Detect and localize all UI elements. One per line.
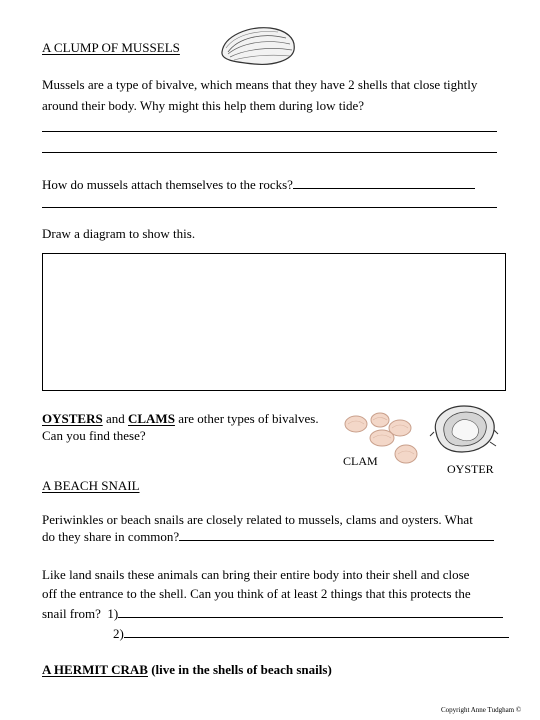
mussels-intro-line2: around their body. Why might this help them during low tide? bbox=[42, 98, 365, 113]
answer-blank[interactable] bbox=[124, 625, 509, 638]
oyster-label: OYSTER bbox=[447, 462, 494, 476]
and-text: and bbox=[105, 411, 125, 426]
clam-label: CLAM bbox=[343, 454, 378, 468]
answer-line[interactable] bbox=[42, 207, 497, 208]
crab-title: A HERMIT CRAB bbox=[42, 662, 148, 677]
answer-blank[interactable] bbox=[179, 528, 494, 541]
snail-line2 bbox=[42, 528, 494, 545]
bivalves-line bbox=[42, 411, 319, 427]
snail-p2-line2: off the entrance to the shell. Can you think of at least 2 things that this protects the bbox=[42, 586, 471, 601]
mussels-title: A CLUMP OF MUSSELS bbox=[42, 40, 180, 55]
item1-label: 1) bbox=[107, 606, 119, 621]
oysters-label: OYSTERS bbox=[42, 411, 103, 426]
mussels-question2 bbox=[42, 176, 475, 193]
item2-label: 2) bbox=[113, 626, 124, 641]
answer-line[interactable] bbox=[42, 152, 497, 153]
find-prompt: Can you find these? bbox=[42, 428, 146, 443]
crab-subtitle: (live in the shells of beach snails) bbox=[151, 662, 332, 677]
copyright-footer: Copyright Anne Tudgham © bbox=[441, 706, 522, 714]
snail-item2 bbox=[113, 625, 509, 642]
crab-heading bbox=[42, 662, 332, 678]
snail-line2-text: do they share in common? bbox=[42, 529, 180, 544]
snail-p2-line3 bbox=[42, 605, 503, 622]
snail-p2-line1: Like land snails these animals can bring their entire body into their shell and close bbox=[42, 567, 470, 582]
answer-blank[interactable] bbox=[118, 605, 503, 618]
mussels-intro-line1: Mussels are a type of bivalve, which means that they have 2 shells that close tightly bbox=[42, 77, 478, 92]
oyster-shell-illustration bbox=[428, 402, 500, 456]
clams-label: CLAMS bbox=[127, 411, 175, 426]
mussel-shell-illustration bbox=[218, 22, 298, 68]
answer-line[interactable] bbox=[42, 131, 497, 132]
answer-blank[interactable] bbox=[293, 176, 475, 189]
bivalves-rest-text: are other types of bivalves. bbox=[178, 411, 319, 426]
snail-title: A BEACH SNAIL bbox=[42, 478, 140, 493]
mussels-question2-text: How do mussels attach themselves to the rocks? bbox=[42, 177, 293, 192]
snail-p2-line3-text: snail from? bbox=[42, 606, 101, 621]
snail-line1: Periwinkles or beach snails are closely related to mussels, clams and oysters. What bbox=[42, 512, 473, 527]
draw-prompt: Draw a diagram to show this. bbox=[42, 226, 196, 241]
drawing-box[interactable] bbox=[42, 253, 506, 391]
